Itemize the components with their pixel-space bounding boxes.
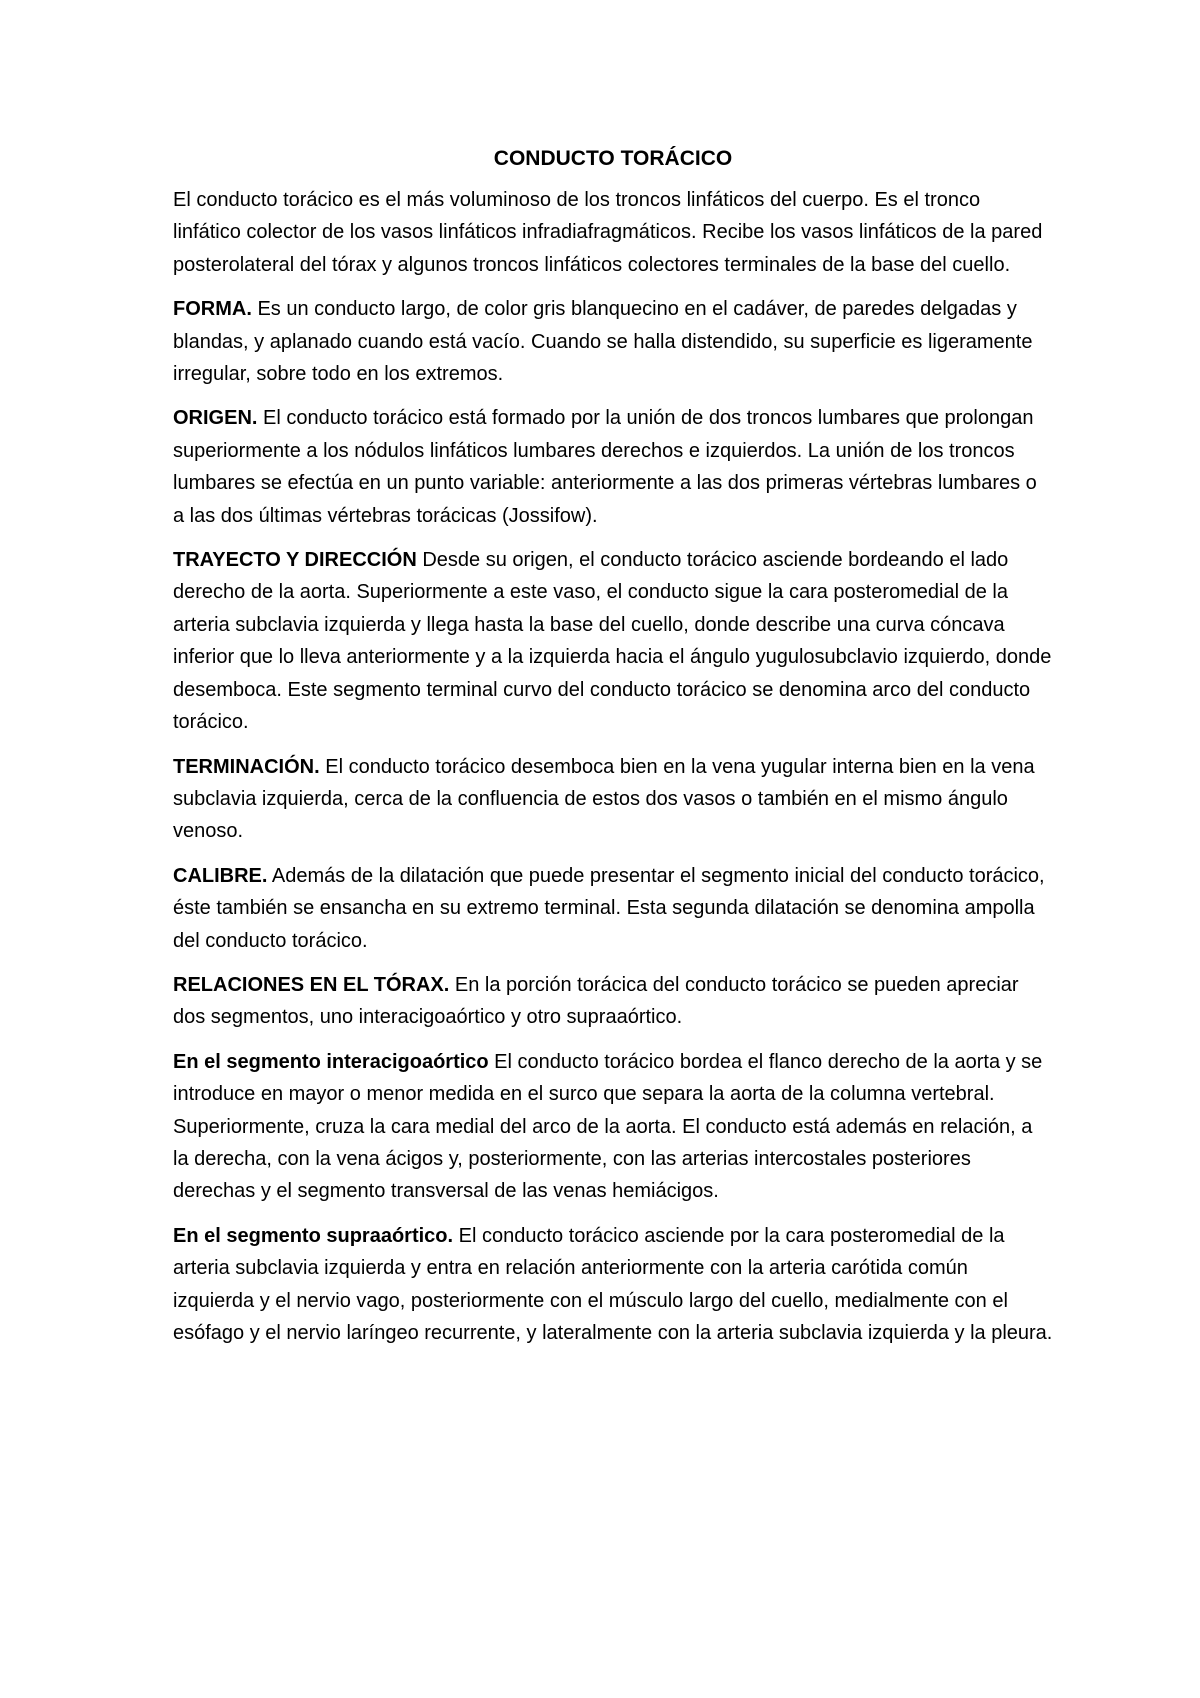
paragraph-heading: TERMINACIÓN. — [173, 755, 320, 778]
paragraph-heading: RELACIONES EN EL TÓRAX. — [173, 973, 450, 996]
paragraph-calibre — [173, 860, 1053, 957]
paragraph-text: El conducto torácico está formado por la unión de dos troncos lumbares que prolongan superiormente a los nódulos linfáticos lumbares derechos e izquierdos. La unión de los troncos lumbares se efectúa en un punto variable: anteriormente a las dos primeras vértebras lumbares o a las dos últimas vértebras torácicas (Jossifow). — [173, 407, 1037, 527]
paragraph-text: El conducto torácico asciende por la cara posteromedial de la arteria subclavia izquierda y entra en relación anteriormente con la arteria carótida común izquierda y el nervio vago, posteriormente con el músculo largo del cuello, medialmente con el esófago y el nervio laríngeo recurrente, y lateralmente con la arteria subclavia izquierda y la pleura. — [173, 1224, 1053, 1344]
paragraph-interacigoaortico — [173, 1046, 1053, 1208]
paragraph-supraaortico — [173, 1220, 1053, 1350]
paragraph-origen — [173, 402, 1053, 532]
paragraph-text: Además de la dilatación que puede presentar el segmento inicial del conducto torácico, éste también se ensancha en su extremo terminal. Esta segunda dilatación se denomina ampolla del conducto torácico. — [173, 864, 1045, 952]
paragraph-relaciones — [173, 969, 1053, 1034]
paragraph-text: El conducto torácico es el más voluminoso de los troncos linfáticos del cuerpo. Es el tronco linfático colector de los vasos linfáticos infradiafragmáticos. Recibe los vasos linfáticos de la pared posterolateral del tórax y algunos troncos linfáticos colectores terminales de la base del cuello. — [173, 189, 1043, 276]
paragraph-heading: FORMA. — [173, 298, 252, 321]
paragraph-forma — [173, 293, 1053, 390]
paragraph-text: Es un conducto largo, de color gris blanquecino en el cadáver, de paredes delgadas y blandas, y aplanado cuando está vacío. Cuando se halla distendido, su superficie es ligeramente irregular, sobre todo en los extremos. — [173, 298, 1033, 386]
paragraph-heading: CALIBRE. — [173, 864, 268, 887]
document-body — [173, 143, 1053, 1361]
page-title: CONDUCTO TORÁCICO — [493, 147, 733, 170]
paragraph-text: El conducto torácico bordea el flanco derecho de la aorta y se introduce en mayor o menor medida en el surco que separa la aorta de la columna vertebral. Superiormente, cruza la cara medial del arco de la aorta. El conducto está además en relación, a la derecha, con la vena ácigos y, posteriormente, con las arterias intercostales posteriores derechas y el segmento transversal de las venas hemiácigos. — [173, 1050, 1043, 1203]
paragraph-text: El conducto torácico desemboca bien en la vena yugular interna bien en la vena subclavia izquierda, cerca de la confluencia de estos dos vasos o también en el mismo ángulo venoso. — [173, 755, 1035, 843]
paragraph-text: Desde su origen, el conducto torácico asciende bordeando el lado derecho de la aorta. Superiormente a este vaso, el conducto sigue la cara posteromedial de la arteria subclavia izquierda y llega hasta la base del cuello, donde describe una curva cóncava inferior que lo lleva anteriormente y a la izquierda hacia el ángulo yugulosubclavio izquierdo, donde desemboca. Este segmento terminal curvo del conducto torácico se denomina arco del conducto torácico. — [173, 549, 1052, 734]
paragraph-trayecto — [173, 544, 1053, 738]
paragraph-heading: ORIGEN. — [173, 407, 258, 430]
paragraph-heading: En el segmento interacigoaórtico — [173, 1050, 489, 1073]
paragraph-text: En la porción torácica del conducto torácico se pueden apreciar dos segmentos, uno interacigoaórtico y otro supraaórtico. — [173, 973, 1019, 1029]
paragraph-terminacion — [173, 751, 1053, 848]
paragraph-heading: En el segmento supraaórtico. — [173, 1224, 454, 1247]
paragraph-intro — [173, 184, 1053, 281]
paragraph-heading: TRAYECTO Y DIRECCIÓN — [173, 549, 417, 572]
